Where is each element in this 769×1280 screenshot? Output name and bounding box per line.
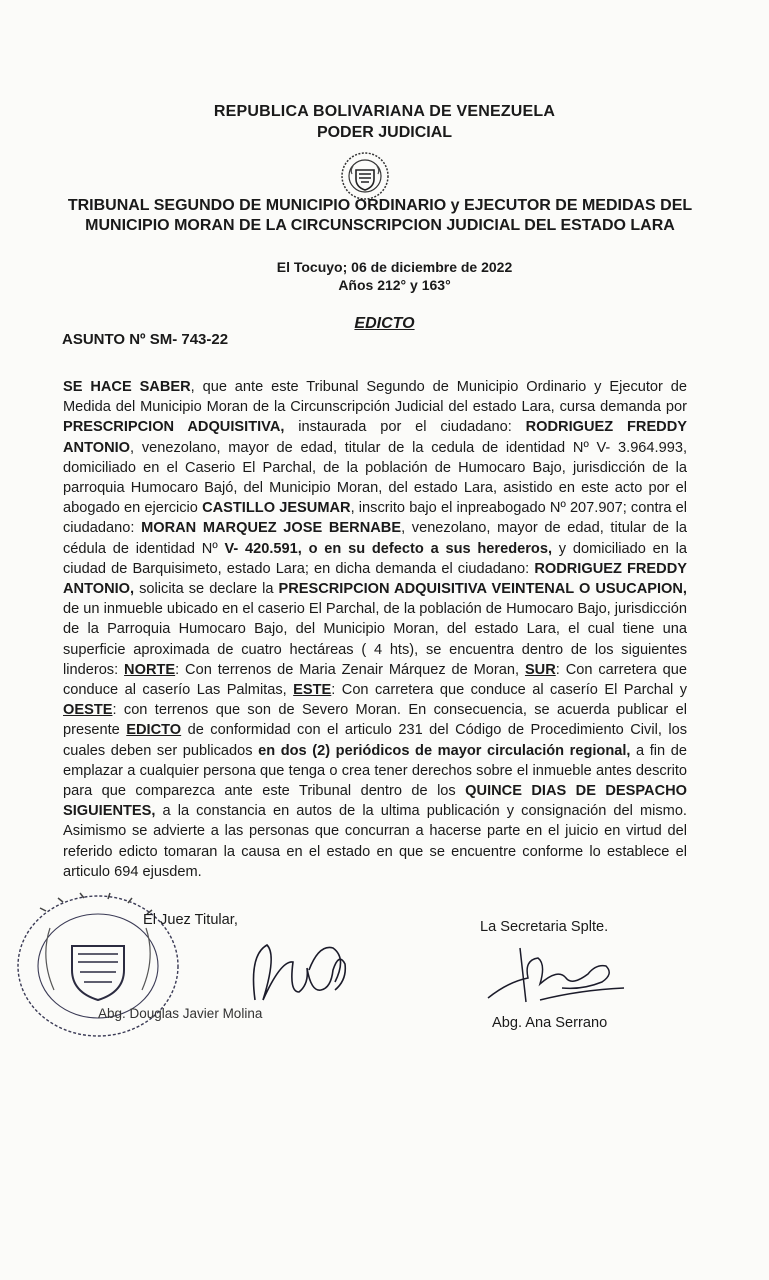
edict-body: [63, 377, 687, 882]
body-text: solicita se declare la: [134, 581, 279, 598]
body-text: , que ante este Tribunal Segundo de Municipio Ordinario y Ejecutor de Medida del Municipio Moran de la Circunscripción Judicial del estado Lara, cursa demanda por: [63, 379, 687, 416]
branch-heading: PODER JUDICIAL: [316, 124, 453, 141]
body-text: : Con carretera que conduce al caserío Las Palmitas,: [63, 661, 687, 699]
country-heading: REPUBLICA BOLIVARIANA DE VENEZUELA: [213, 103, 556, 120]
body-strong: MORAN MARQUEZ JOSE BERNABE: [141, 520, 402, 537]
judge-name: Abg. Douglas Javier Molina: [98, 1006, 263, 1021]
body-text: , venezolano, mayor de edad, titular de la cedula de identidad Nº V- 3.964.993, domiciliado en el Caserio El Parchal, de la población de Humocaro Bajo, jurisdicción de la parroquia Humocaro Bajó, del Municipio Moran, del estado Lara, asistido en este acto por el abogado en ejercicio: [63, 439, 687, 517]
body-strong: en dos (2) periódicos de mayor circulación regional,: [258, 742, 631, 759]
body-text: a la constancia en autos de la ultima publicación y consignación del mismo. Asimismo se advierte a las personas que concurran a hacerse parte en el juicio en virtud del referido edicto tomaran la causa en el estado en que se encuentre conforme lo establece el articulo 694 ejusdem.: [63, 803, 687, 880]
body-strong: CASTILLO JESUMAR: [202, 500, 351, 517]
secretary-title: La Secretaria Splte.: [480, 919, 609, 935]
years-line: Años 212° y 163°: [338, 277, 451, 293]
court-name: TRIBUNAL SEGUNDO DE MUNICIPIO ORDINARIO y EJECUTOR DE MEDIDAS DEL MUNICIPIO MORAN DE LA CIRCUNSCRIPCION JUDICIAL DEL ESTADO LARA: [67, 197, 693, 234]
boundary-north: NORTE: [124, 661, 176, 678]
body-text: , venezolano, mayor de edad, titular de la cédula de identidad Nº: [63, 520, 688, 557]
body-text: instaurada por el ciudadano:: [284, 419, 526, 436]
boundary-east: ESTE: [293, 682, 332, 699]
boundary-south: SUR: [524, 661, 556, 678]
body-text: y domiciliado en la ciudad de Barquisimeto, estado Lara; en dicha demanda el ciudadano:: [63, 540, 688, 577]
body-text: , inscrito bajo el inpreabogado Nº 207.907; contra el ciudadano:: [63, 500, 688, 537]
body-strong: RODRIGUEZ FREDDY ANTONIO,: [63, 560, 687, 598]
place-date: El Tocuyo; 06 de diciembre de 2022: [276, 259, 513, 275]
body-strong: PRESCRIPCION ADQUISITIVA,: [63, 419, 285, 436]
body-text: : con terrenos que son de Severo Moran. En consecuencia, se acuerda publicar el presente: [63, 702, 687, 739]
body-strong: RODRIGUEZ FREDDY ANTONIO: [63, 419, 687, 456]
body-strong: V- 420.591, o en su defecto a sus herederos,: [224, 540, 553, 557]
edict-mention: EDICTO: [126, 722, 182, 739]
body-strong: QUINCE DIAS DE DESPACHO SIGUIENTES,: [63, 783, 688, 820]
body-text: : Con carretera que conduce al caserío El Parchal y: [331, 682, 687, 699]
court-seal-icon: [339, 150, 391, 202]
secretary-name: Abg. Ana Serrano: [492, 1015, 608, 1031]
secretary-signature: [480, 940, 630, 1010]
body-text: de un inmueble ubicado en el caserio El Parchal, de la población de Humocaro Bajo, jurisdicción de la Parroquia Humocaro Bajo, del Municipio Moran, del estado Lara, el cual tiene una superficie aproximada de cuatro hectáreas ( 4 hts), se encuentra dentro de los siguientes linderos:: [63, 601, 687, 678]
judge-title: El Juez Titular,: [143, 912, 238, 928]
body-strong: PRESCRIPCION ADQUISITIVA VEINTENAL O USUCAPION,: [278, 581, 687, 598]
body-strong: SE HACE SABER: [63, 379, 191, 395]
boundary-west: OESTE: [63, 702, 113, 719]
body-text: : Con terrenos de Maria Zenair Márquez de Moran,: [175, 661, 525, 678]
body-text: de conformidad con el articulo 231 del Código de Procedimiento Civil, los cuales deben ser publicados: [63, 722, 687, 759]
case-number: ASUNTO Nº SM- 743-22: [62, 331, 229, 348]
body-text: a fin de emplazar a cualquier persona que tenga o crea tener derechos sobre el inmueble antes descrito para que comparezca ante este Tribunal dentro de los: [63, 742, 687, 800]
document-title: EDICTO: [354, 315, 415, 332]
